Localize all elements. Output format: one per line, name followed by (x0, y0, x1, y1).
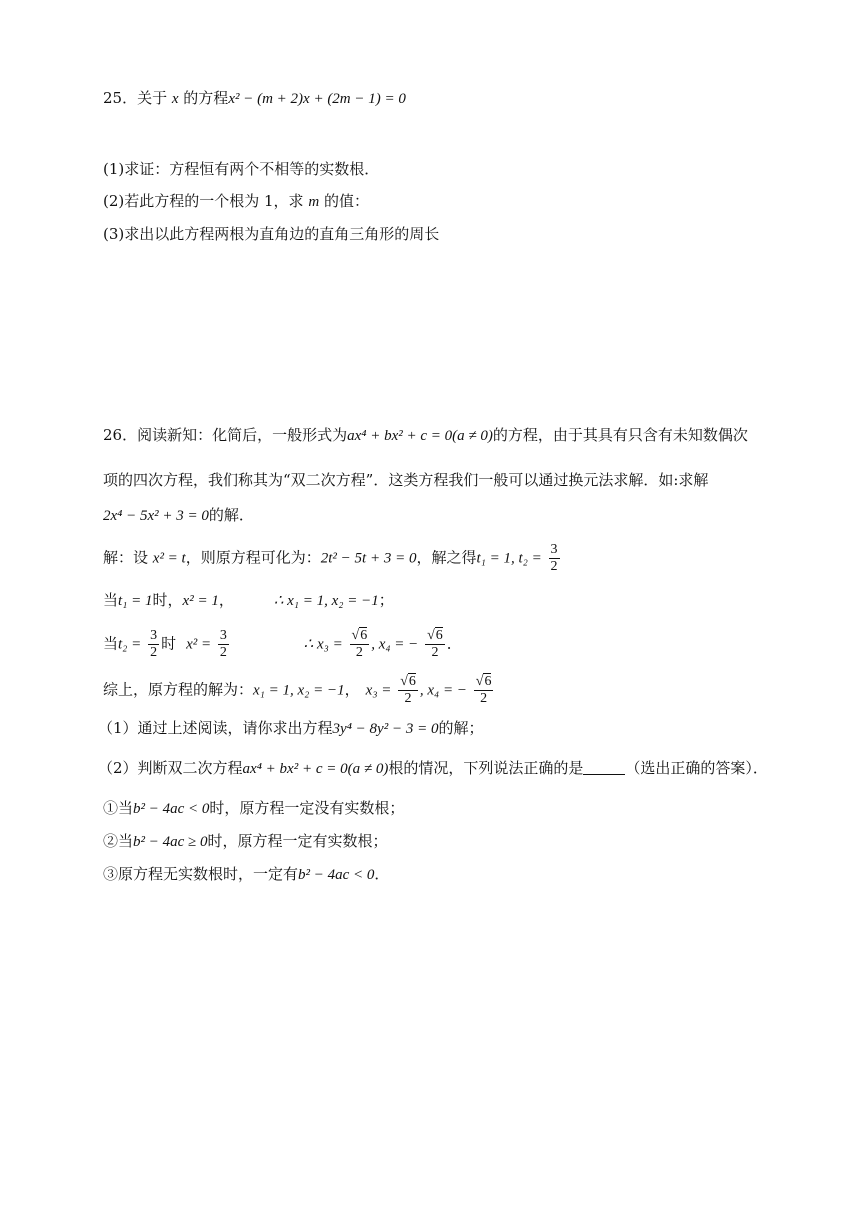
case1-res: ∴ x₁ = 1, x₂ = −1 (273, 593, 379, 609)
fraction-sqrt6-over-2: $\frac{√6}{2}$ (351, 628, 368, 660)
q25-part2-prefix: (2)若此方程的一个根为 1，求 (103, 192, 309, 210)
sol1-prefix: 解：设 (103, 548, 153, 567)
q25-var-x: x (171, 91, 179, 107)
q26-intro-line3 (103, 505, 254, 526)
case2-res-a: ∴ x₃ = (303, 636, 343, 653)
sol1-eq: 2t² − 5t + 3 = 0 (320, 550, 417, 567)
q25-part2-suffix: 的值： (319, 192, 369, 210)
task2-prefix: （2）判断双二次方程 (98, 759, 243, 777)
case2-res-b: , x₄ = − (371, 636, 419, 653)
opt1-eq: b² − 4ac < 0 (133, 801, 210, 817)
q25-part2-var: m (308, 194, 320, 210)
summary-c: , x₄ = − (419, 682, 467, 699)
q26-option3 (103, 864, 389, 885)
opt1-suffix: 时，原方程一定没有实数根； (209, 799, 405, 817)
summary-prefix: 综上，原方程的解为： (103, 680, 254, 699)
task2-mid: 根的情况，下列说法正确的是 (388, 759, 584, 777)
sol1-sub: x² = t (152, 550, 186, 567)
q26-intro-line1 (103, 425, 748, 446)
q26-intro1-suffix: 的方程，由于其具有只含有未知数偶次 (492, 426, 748, 444)
q26-intro3-eq: 2x⁴ − 5x² + 3 = 0 (103, 508, 209, 524)
fraction-three-halves: $\frac{3}{2}$ (219, 628, 227, 660)
q25-stem-prefix: 25．关于 (103, 89, 172, 107)
q26-option1 (103, 798, 404, 819)
task1-suffix: 的解； (438, 719, 484, 737)
fraction-sqrt6-over-2: $\frac{√6}{2}$ (427, 628, 443, 660)
case1-prefix: 当 (103, 591, 119, 609)
case1-eq: x² = 1 (182, 593, 219, 609)
summary-sep: ， (344, 680, 360, 699)
q26-intro3-suffix: 的解． (208, 506, 254, 524)
q26-case1 (103, 590, 394, 611)
case2-prefix: 当 (103, 634, 119, 653)
sol1-roots: t₁ = 1, t₂ = (476, 550, 542, 567)
q25-part3: (3)求出以此方程两根为直角边的直角三角形的周长 (103, 225, 440, 243)
q26-task1 (98, 718, 483, 739)
case1-mid: 时， (152, 591, 183, 609)
sol1-mid: ，则原方程可化为： (185, 548, 321, 567)
q25-stem (103, 88, 406, 109)
task2-eq: ax⁴ + bx² + c = 0(a ≠ 0) (242, 761, 389, 777)
q26-task2 (98, 758, 768, 779)
fraction-sqrt6-over-2: $\frac{√6}{2}$ (400, 674, 416, 706)
task2-suffix: （选出正确的答案）． (625, 759, 768, 777)
fraction-sqrt6-over-2: $\frac{√6}{2}$ (475, 674, 492, 706)
task1-eq: 3y⁴ − 8y² − 3 = 0 (332, 721, 439, 737)
q25-part2 (103, 191, 369, 212)
q26-intro1-eq: ax⁴ + bx² + c = 0(a ≠ 0) (347, 428, 493, 444)
summary-b: x₃ = (365, 682, 392, 699)
q25-part1: (1)求证：方程恒有两个不相等的实数根． (103, 160, 380, 178)
opt3-eq: b² − 4ac < 0 (298, 867, 375, 883)
opt3-prefix: ③原方程无实数根时，一定有 (103, 865, 299, 883)
case2-cond: t₂ = (118, 636, 142, 653)
q25-equation: x² − (m + 2)x + (2m − 1) = 0 (228, 91, 406, 107)
sol1-mid2: ，解之得 (416, 548, 477, 567)
q26-intro-line2: 项的四次方程，我们称其为“双二次方程”．这类方程我们一般可以通过换元法求解．如:求解 (103, 471, 709, 489)
task1-prefix: （1）通过上述阅读，请你求出方程 (98, 719, 333, 737)
q26-option2 (103, 831, 388, 852)
q26-summary (103, 674, 495, 707)
case2-eq: x² = (186, 636, 212, 653)
fraction-three-halves: $\frac{3}{2}$ (550, 542, 558, 574)
case1-sep: ， (218, 591, 234, 609)
case1-cond: t₁ = 1 (118, 593, 153, 609)
q25-stem-mid: 的方程 (178, 89, 229, 107)
q26-solution-line1 (103, 542, 562, 575)
fraction-three-halves: $\frac{3}{2}$ (150, 628, 158, 660)
case2-end: ． (446, 634, 462, 653)
opt2-suffix: 时，原方程一定有实数根； (207, 832, 388, 850)
q26-case2 (103, 628, 462, 661)
q26-intro1-prefix: 26．阅读新知：化简后，一般形式为 (103, 426, 348, 444)
case1-end: ； (378, 591, 394, 609)
case2-mid: 时 (161, 634, 177, 653)
answer-blank (583, 760, 625, 775)
opt2-eq: b² − 4ac ≥ 0 (133, 834, 208, 850)
summary-a: x₁ = 1, x₂ = −1 (253, 682, 345, 699)
opt3-suffix: ． (374, 865, 390, 883)
opt1-prefix: ①当 (103, 799, 134, 817)
opt2-prefix: ②当 (103, 832, 134, 850)
